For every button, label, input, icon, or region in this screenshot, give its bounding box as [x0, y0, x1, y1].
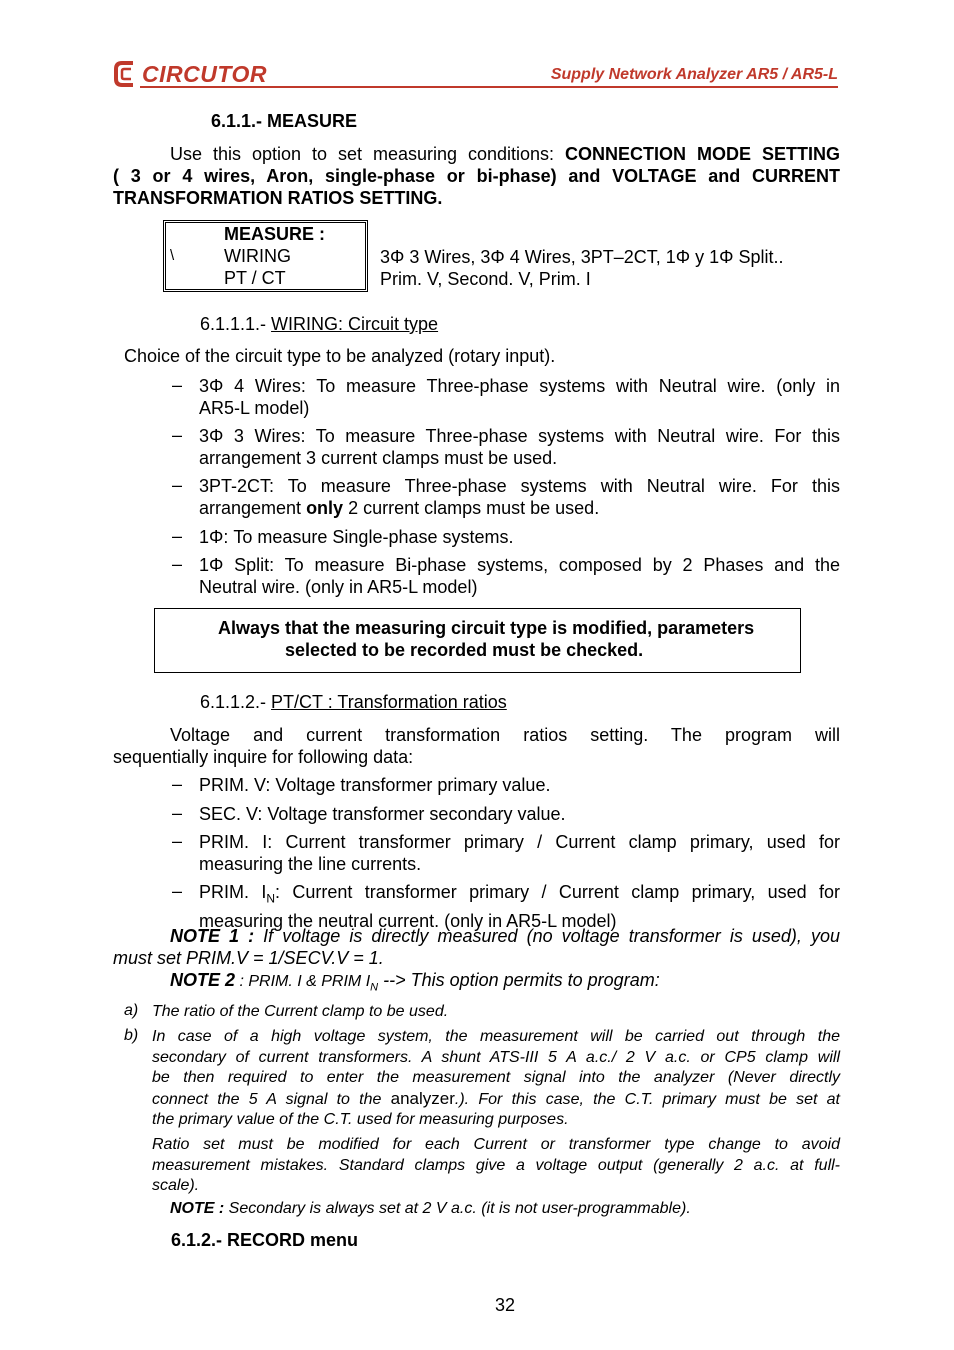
ptct-intro-line-2: sequentially inquire for following data: — [113, 747, 414, 767]
intro-plain-text: Use this option to set measuring conditions: — [170, 144, 566, 164]
note-1-label: NOTE 1 : — [170, 926, 255, 946]
list-item-line: measuring the neutral current. (only in AR5-L model) — [199, 910, 617, 931]
list-item-text: arrangement — [199, 498, 307, 518]
note-2-small-text: : PRIM. I & PRIM I — [235, 973, 371, 990]
bullet-dash: – — [172, 881, 183, 901]
wiring-subheading-number: 6.1.1.1.- — [200, 314, 272, 334]
bullet-dash: – — [172, 554, 183, 574]
list-item — [199, 475, 840, 519]
intro-bold-text-1: CONNECTION MODE SETTING — [565, 144, 840, 164]
list-item-line: In case of a high voltage system, the measurement will be carried out through the — [152, 1028, 840, 1045]
list-item-text: connect the 5 A signal to the — [152, 1090, 391, 1108]
wiring-subheading — [200, 314, 438, 335]
list-item-line: PRIM. I: Current transformer primary / Current clamp primary, used for — [199, 832, 840, 852]
list-item-b — [152, 1027, 840, 1131]
note-1 — [113, 925, 840, 969]
warning-text-line-2: selected to be recorded must be checked. — [285, 640, 644, 660]
list-item-text: .). For this case, the C.T. primary must be set at — [454, 1090, 841, 1108]
bullet-dash: – — [172, 375, 183, 395]
note-1-text: If voltage is directly measured (no voltage transformer is used), you — [254, 926, 840, 946]
wiring-subheading-title: WIRING: Circuit type — [271, 314, 439, 334]
note-2 — [113, 969, 897, 999]
circutor-logo-icon — [113, 59, 139, 89]
list-item-line: be then required to enter the measurement signal into the analyzer (Never directly — [152, 1069, 840, 1086]
list-item — [199, 375, 840, 419]
list-item — [199, 425, 840, 469]
list-item — [199, 881, 840, 932]
list-item-line: 3Φ 4 Wires: To measure Three-phase systems with Neutral wire. (only in — [199, 376, 840, 396]
note-3 — [170, 1200, 691, 1218]
bullet-dash: – — [172, 831, 183, 851]
emphasis-text: only — [306, 498, 344, 518]
section-heading: 6.1.1.- MEASURE — [211, 111, 358, 131]
list-item-line: 3PT-2CT: To measure Three-phase systems with Neutral wire. For this — [199, 476, 840, 496]
record-heading: 6.1.2.- RECORD menu — [171, 1230, 359, 1250]
list-item-line: 1Φ Split: To measure Bi-phase systems, composed by 2 Phases and the — [199, 555, 840, 575]
document-title: Supply Network Analyzer AR5 / AR5-L — [550, 66, 838, 83]
list-item-line: PRIM. V: Voltage transformer primary value. — [199, 775, 551, 795]
menu-item-wiring[interactable]: WIRING — [224, 246, 291, 266]
intro-bold-text-3: TRANSFORMATION RATIOS SETTING. — [113, 188, 443, 208]
menu-item-ptct[interactable]: PT / CT — [224, 268, 286, 288]
list-item-line — [152, 1089, 840, 1111]
note-3-text: Secondary is always set at 2 V a.c. (it is not user-programmable). — [224, 1200, 691, 1217]
bullet-dash: – — [172, 526, 183, 546]
ratio-paragraph — [152, 1135, 840, 1197]
list-item-line: measuring the line currents. — [199, 854, 422, 874]
bullet-dash: – — [172, 803, 183, 823]
ptct-subheading-number: 6.1.1.2.- — [200, 692, 272, 712]
list-label-a: a) — [124, 1002, 139, 1019]
list-item-line: 3Φ 3 Wires: To measure Three-phase systems with Neutral wire. For this — [199, 426, 840, 446]
list-item-text: PRIM. I — [199, 882, 267, 902]
list-item-line: 1Φ: To measure Single-phase systems. — [199, 527, 514, 547]
note-2-text: --> This option permits to program: — [378, 970, 660, 990]
list-item-line: secondary of current transformers. A shunt ATS-III 5 A a.c./ 2 V a.c. or CP5 clamp will — [152, 1048, 840, 1066]
list-item-line: Neutral wire. (only in AR5-L model) — [199, 577, 478, 597]
page-number: 32 — [494, 1295, 516, 1315]
ratio-line: measurement mistakes. Standard clamps give a voltage output (generally 2 a.c. at full- — [152, 1156, 840, 1174]
bullet-dash: – — [172, 425, 183, 445]
note-2-label: NOTE 2 — [170, 970, 236, 990]
subscript-text: N — [266, 891, 276, 906]
menu-title: MEASURE : — [224, 224, 326, 244]
list-item-a: The ratio of the Current clamp to be used. — [152, 1003, 449, 1020]
list-item-text: 2 current clamps must be used. — [343, 498, 600, 518]
ptct-subheading — [200, 692, 507, 713]
note-1-text-line-2: must set PRIM.V = 1/SECV.V = 1. — [113, 948, 384, 968]
wiring-intro: Choice of the circuit type to be analyzed (rotary input). — [124, 346, 556, 366]
list-item — [199, 831, 840, 875]
ratio-line: scale). — [152, 1177, 200, 1194]
list-item-text: : Current transformer primary / Current clamp primary, used for — [275, 882, 840, 902]
header-divider — [140, 86, 838, 88]
logo-text: CIRCUTOR — [142, 60, 267, 87]
menu-cursor-icon: \ — [170, 247, 175, 264]
wiring-options-description: 3Φ 3 Wires, 3Φ 4 Wires, 3PT–2CT, 1Φ y 1Φ Split.. — [380, 247, 784, 267]
warning-text-line-1: Always that the measuring circuit type is modified, parameters — [218, 618, 755, 638]
list-label-b: b) — [124, 1027, 139, 1044]
list-item-text: analyzer — [390, 1088, 455, 1108]
ptct-subheading-title: PT/CT : Transformation ratios — [271, 692, 507, 712]
list-item-line: SEC. V: Voltage transformer secondary value. — [199, 804, 566, 824]
ratio-line: Ratio set must be modified for each Current or transformer type change to avoid — [152, 1136, 840, 1153]
list-item-line — [199, 881, 840, 910]
list-item — [199, 554, 840, 598]
bullet-dash: – — [172, 774, 183, 794]
list-item-line — [199, 497, 840, 519]
ptct-options-description: Prim. V, Second. V, Prim. I — [380, 269, 591, 289]
list-item — [199, 803, 840, 825]
intro-paragraph — [113, 143, 840, 209]
list-item — [199, 774, 840, 796]
ptct-intro — [113, 724, 840, 768]
bullet-dash: – — [172, 475, 183, 495]
note-3-label: NOTE : — [170, 1200, 225, 1217]
list-item-line: AR5-L model) — [199, 398, 310, 418]
list-item-line: arrangement 3 current clamps must be used. — [199, 448, 558, 468]
subscript-text: N — [370, 981, 379, 994]
list-item — [199, 526, 840, 548]
list-item-line: the primary value of the C.T. used for measuring purposes. — [152, 1111, 569, 1128]
ptct-intro-line-1: Voltage and current transformation ratios setting. The program will — [170, 725, 840, 745]
intro-bold-text-2: ( 3 or 4 wires, Aron, single-phase or bi-phase) and VOLTAGE and CURRENT — [113, 166, 840, 186]
